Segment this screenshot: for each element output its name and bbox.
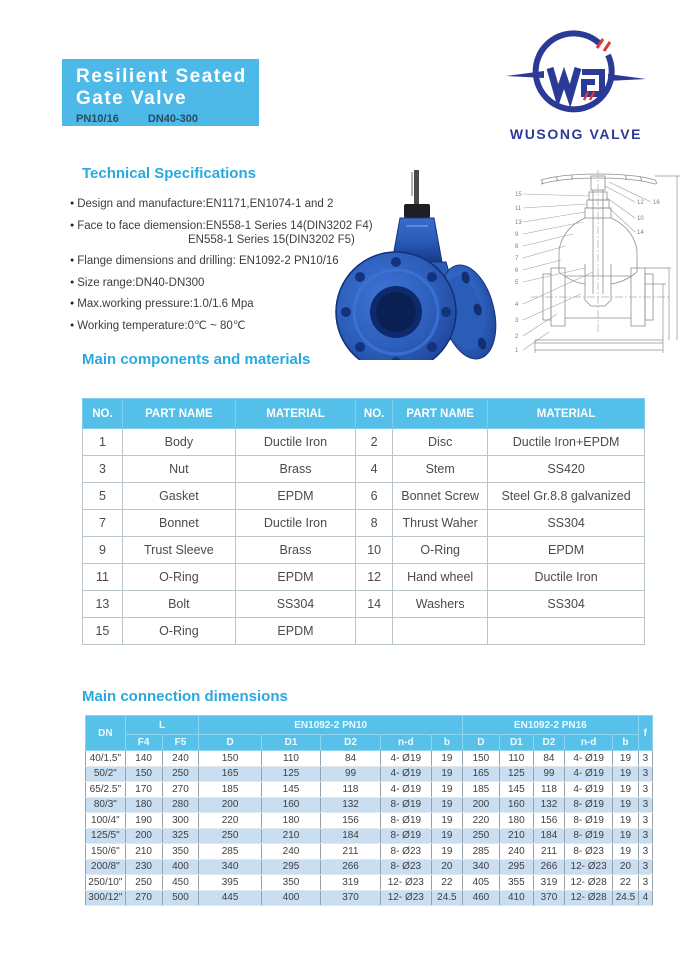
table-cell: 9: [83, 537, 123, 564]
table-cell: 5: [83, 483, 123, 510]
table-cell: 20: [613, 859, 639, 875]
table-cell: 285: [199, 844, 261, 860]
table-cell: 8- Ø23: [380, 859, 431, 875]
table-cell: 8- Ø23: [380, 844, 431, 860]
spec-text: Size range:DN40-DN300: [77, 276, 205, 289]
table-cell: 185: [462, 782, 499, 798]
table-cell: 19: [613, 782, 639, 798]
table-cell: 132: [533, 797, 564, 813]
drawing-callout: 12: [637, 200, 644, 206]
drawing-callout: 7: [515, 256, 519, 262]
table-cell: 8: [356, 510, 393, 537]
table-cell: 118: [533, 782, 564, 798]
table-cell: 319: [533, 875, 564, 891]
table-cell: 250/10": [86, 875, 126, 891]
table-cell: 10: [356, 537, 393, 564]
table-cell: 190: [125, 813, 162, 829]
column-header: F4: [125, 735, 162, 751]
table-cell: Nut: [122, 456, 235, 483]
table-cell: [356, 618, 393, 645]
table-cell: 285: [462, 844, 499, 860]
drawing-callout: 15: [515, 192, 522, 198]
table-cell: 84: [321, 751, 381, 767]
column-header: D: [199, 735, 261, 751]
table-cell: 180: [125, 797, 162, 813]
table-cell: 200: [199, 797, 261, 813]
table-cell: 145: [261, 782, 321, 798]
pressure-rating: PN10/16: [76, 113, 119, 125]
table-cell: Ductile Iron+EPDM: [488, 429, 645, 456]
table-cell: SS304: [235, 591, 355, 618]
column-header: b: [431, 735, 462, 751]
table-cell: 19: [613, 751, 639, 767]
table-cell: Stem: [393, 456, 488, 483]
table-cell: Hand wheel: [393, 564, 488, 591]
table-cell: 210: [125, 844, 162, 860]
table-cell: O-Ring: [122, 618, 235, 645]
table-cell: 140: [125, 751, 162, 767]
table-cell: 19: [613, 766, 639, 782]
table-cell: 3: [638, 766, 652, 782]
table-row: [83, 618, 645, 645]
table-row: [86, 828, 653, 844]
product-title-block: [62, 59, 259, 126]
table-cell: 24.5: [431, 890, 462, 906]
column-header: F5: [162, 735, 199, 751]
column-header: D: [462, 735, 499, 751]
table-cell: 211: [321, 844, 381, 860]
table-cell: 266: [533, 859, 564, 875]
table-cell: 160: [499, 797, 533, 813]
table-row: [86, 766, 653, 782]
dimensions-header-row2: [86, 735, 653, 751]
table-cell: 350: [162, 844, 199, 860]
table-cell: 3: [638, 859, 652, 875]
dimensions-heading: Main connection dimensions: [82, 688, 288, 705]
table-cell: 340: [199, 859, 261, 875]
table-row: [86, 859, 653, 875]
table-cell: [488, 618, 645, 645]
table-cell: 118: [321, 782, 381, 798]
table-cell: 19: [431, 751, 462, 767]
table-cell: 270: [125, 890, 162, 906]
drawing-callout: 2: [515, 334, 519, 340]
table-cell: Steel Gr.8.8 galvanized: [488, 483, 645, 510]
product-subtitle: [76, 113, 259, 125]
table-cell: 156: [533, 813, 564, 829]
table-cell: 12- Ø28: [565, 890, 613, 906]
table-row: [83, 537, 645, 564]
table-cell: 3: [638, 782, 652, 798]
table-cell: EPDM: [235, 483, 355, 510]
table-cell: Washers: [393, 591, 488, 618]
table-cell: 12- Ø23: [380, 875, 431, 891]
table-row: [86, 751, 653, 767]
table-cell: 211: [533, 844, 564, 860]
table-cell: Thrust Waher: [393, 510, 488, 537]
table-cell: 19: [431, 797, 462, 813]
table-cell: 110: [499, 751, 533, 767]
table-cell: 220: [199, 813, 261, 829]
table-cell: 410: [499, 890, 533, 906]
column-header: f: [638, 716, 652, 751]
table-cell: 500: [162, 890, 199, 906]
table-cell: 12- Ø28: [565, 875, 613, 891]
table-cell: 340: [462, 859, 499, 875]
column-header: NO.: [356, 399, 393, 429]
table-cell: 210: [499, 828, 533, 844]
table-cell: 19: [613, 828, 639, 844]
table-cell: 3: [638, 875, 652, 891]
table-cell: EPDM: [235, 564, 355, 591]
table-cell: 319: [321, 875, 381, 891]
table-row: [86, 782, 653, 798]
table-cell: 20: [431, 859, 462, 875]
table-cell: Bonnet: [122, 510, 235, 537]
table-cell: 170: [125, 782, 162, 798]
column-header: D2: [321, 735, 381, 751]
table-cell: 125: [261, 766, 321, 782]
dimensions-table: [85, 715, 653, 906]
drawing-callout: 13: [515, 220, 522, 226]
valve-stem: [414, 170, 419, 208]
table-row: [83, 483, 645, 510]
table-cell: 355: [499, 875, 533, 891]
company-logo: [500, 30, 652, 142]
table-cell: 184: [321, 828, 381, 844]
table-cell: 4- Ø19: [380, 766, 431, 782]
table-cell: 300/12": [86, 890, 126, 906]
table-cell: 15: [83, 618, 123, 645]
table-cell: 7: [83, 510, 123, 537]
table-cell: 19: [431, 844, 462, 860]
drawing-callout: 6: [515, 268, 519, 274]
table-row: [83, 429, 645, 456]
table-cell: 184: [533, 828, 564, 844]
table-cell: 220: [462, 813, 499, 829]
table-cell: 12: [356, 564, 393, 591]
table-cell: 84: [533, 751, 564, 767]
table-cell: 13: [83, 591, 123, 618]
table-cell: 3: [638, 751, 652, 767]
column-header: D1: [261, 735, 321, 751]
table-cell: 8- Ø19: [380, 797, 431, 813]
table-cell: 8- Ø19: [380, 813, 431, 829]
table-cell: 19: [431, 766, 462, 782]
table-cell: 19: [431, 813, 462, 829]
column-header: NO.: [83, 399, 123, 429]
spec-text: Working temperature:0℃ ~ 80℃: [77, 319, 246, 332]
table-cell: 450: [162, 875, 199, 891]
table-cell: 4- Ø19: [380, 782, 431, 798]
table-cell: 19: [613, 813, 639, 829]
table-cell: 4- Ø19: [380, 751, 431, 767]
table-row: [83, 456, 645, 483]
drawing-callout: 9: [515, 232, 519, 238]
size-range: DN40-300: [147, 113, 199, 125]
table-cell: Ductile Iron: [235, 429, 355, 456]
table-cell: 300: [162, 813, 199, 829]
table-cell: 6: [356, 483, 393, 510]
table-cell: 4- Ø19: [565, 766, 613, 782]
table-cell: 270: [162, 782, 199, 798]
column-group-header: L: [125, 716, 199, 735]
drawing-callout: 10: [637, 216, 644, 222]
table-cell: SS304: [488, 591, 645, 618]
table-cell: O-Ring: [393, 537, 488, 564]
column-header: MATERIAL: [488, 399, 645, 429]
table-cell: 8- Ø19: [380, 828, 431, 844]
drawing-callout: 11: [515, 206, 522, 212]
table-cell: 250: [462, 828, 499, 844]
table-cell: 132: [321, 797, 381, 813]
components-table: [82, 398, 645, 645]
table-row: [86, 844, 653, 860]
drawing-callout: 5: [515, 280, 519, 286]
table-cell: 3: [638, 828, 652, 844]
valve-photo: [326, 166, 508, 360]
table-cell: 405: [462, 875, 499, 891]
table-cell: O-Ring: [122, 564, 235, 591]
drawing-callout: 8: [515, 244, 519, 250]
table-cell: 19: [613, 797, 639, 813]
table-cell: 8- Ø19: [565, 828, 613, 844]
table-row: [83, 564, 645, 591]
table-cell: 3: [638, 797, 652, 813]
column-group-header: EN1092-2 PN16: [462, 716, 638, 735]
components-heading: Main components and materials: [82, 351, 311, 368]
drawing-callout: 14: [637, 230, 644, 236]
table-cell: 4: [638, 890, 652, 906]
column-header: D2: [533, 735, 564, 751]
spec-text: Max.working pressure:1.0/1.6 Mpa: [77, 298, 254, 310]
table-cell: 230: [125, 859, 162, 875]
table-cell: 19: [613, 844, 639, 860]
table-cell: SS304: [488, 510, 645, 537]
table-cell: 200: [125, 828, 162, 844]
valve-sectional-drawing: [501, 164, 695, 360]
table-cell: 4- Ø19: [565, 751, 613, 767]
table-cell: Disc: [393, 429, 488, 456]
table-cell: 295: [499, 859, 533, 875]
column-group-header: EN1092-2 PN10: [199, 716, 463, 735]
table-cell: 210: [261, 828, 321, 844]
table-cell: 200: [462, 797, 499, 813]
table-row: [86, 875, 653, 891]
table-cell: SS420: [488, 456, 645, 483]
drawing-callout: 16: [653, 200, 660, 206]
table-row: [83, 591, 645, 618]
table-cell: 150: [125, 766, 162, 782]
column-header: D1: [499, 735, 533, 751]
table-cell: 3: [638, 844, 652, 860]
drawing-callout: 4: [515, 302, 519, 308]
table-cell: 165: [462, 766, 499, 782]
table-cell: 400: [162, 859, 199, 875]
table-cell: 8- Ø23: [565, 844, 613, 860]
spec-text: Design and manufacture:EN1171,EN1074-1 and 2: [77, 198, 334, 210]
table-cell: 125: [499, 766, 533, 782]
components-header-row: [83, 399, 645, 429]
drawing-callout: 1: [515, 348, 519, 354]
table-cell: 156: [321, 813, 381, 829]
table-cell: 240: [499, 844, 533, 860]
drawing-callout: 3: [515, 318, 519, 324]
table-cell: 150: [199, 751, 261, 767]
spec-text: Face to face diemension:EN558-1 Series 14(DIN3202 F4): [77, 219, 373, 232]
table-cell: 80/3": [86, 797, 126, 813]
table-cell: Ductile Iron: [235, 510, 355, 537]
column-header: b: [613, 735, 639, 751]
table-cell: 350: [261, 875, 321, 891]
product-title-line2: Gate Valve: [76, 88, 188, 109]
table-cell: 145: [499, 782, 533, 798]
spec-text-continued: EN558-1 Series 15(DIN3202 F5): [188, 233, 355, 246]
table-cell: 12- Ø23: [565, 859, 613, 875]
column-header: n-d: [380, 735, 431, 751]
table-row: [83, 510, 645, 537]
column-header: DN: [86, 716, 126, 751]
table-cell: 445: [199, 890, 261, 906]
table-cell: Brass: [235, 456, 355, 483]
table-cell: 8- Ø19: [565, 797, 613, 813]
table-cell: 185: [199, 782, 261, 798]
column-header: MATERIAL: [235, 399, 355, 429]
table-cell: EPDM: [235, 618, 355, 645]
table-cell: 240: [162, 751, 199, 767]
table-cell: Trust Sleeve: [122, 537, 235, 564]
table-cell: 24.5: [613, 890, 639, 906]
table-cell: 99: [533, 766, 564, 782]
table-cell: 150: [462, 751, 499, 767]
table-row: [86, 797, 653, 813]
table-cell: 1: [83, 429, 123, 456]
table-cell: 22: [613, 875, 639, 891]
table-cell: 395: [199, 875, 261, 891]
table-cell: Gasket: [122, 483, 235, 510]
table-cell: 266: [321, 859, 381, 875]
table-cell: 200/8": [86, 859, 126, 875]
table-cell: 250: [125, 875, 162, 891]
table-cell: 99: [321, 766, 381, 782]
table-cell: 11: [83, 564, 123, 591]
table-cell: 295: [261, 859, 321, 875]
table-cell: 40/1.5": [86, 751, 126, 767]
table-cell: Bolt: [122, 591, 235, 618]
table-cell: 3: [83, 456, 123, 483]
table-cell: 14: [356, 591, 393, 618]
table-cell: Ductile Iron: [488, 564, 645, 591]
table-cell: 22: [431, 875, 462, 891]
table-cell: 100/4": [86, 813, 126, 829]
table-cell: 4- Ø19: [565, 782, 613, 798]
table-row: [86, 813, 653, 829]
table-cell: 250: [162, 766, 199, 782]
table-cell: 370: [321, 890, 381, 906]
table-cell: 250: [199, 828, 261, 844]
table-cell: 19: [431, 782, 462, 798]
table-cell: Body: [122, 429, 235, 456]
table-cell: Brass: [235, 537, 355, 564]
table-cell: 150/6": [86, 844, 126, 860]
table-cell: [393, 618, 488, 645]
table-cell: 12- Ø23: [380, 890, 431, 906]
table-cell: 280: [162, 797, 199, 813]
table-cell: 160: [261, 797, 321, 813]
table-cell: 460: [462, 890, 499, 906]
wusong-logo-icon: [500, 30, 652, 120]
table-cell: 19: [431, 828, 462, 844]
column-header: n-d: [565, 735, 613, 751]
table-cell: 325: [162, 828, 199, 844]
table-cell: 2: [356, 429, 393, 456]
table-cell: 240: [261, 844, 321, 860]
column-header: PART NAME: [393, 399, 488, 429]
table-cell: 4: [356, 456, 393, 483]
table-cell: 165: [199, 766, 261, 782]
table-cell: 3: [638, 813, 652, 829]
table-cell: 400: [261, 890, 321, 906]
column-header: PART NAME: [122, 399, 235, 429]
table-cell: EPDM: [488, 537, 645, 564]
table-cell: 8- Ø19: [565, 813, 613, 829]
table-cell: 180: [261, 813, 321, 829]
company-name: WUSONG VALVE: [509, 126, 643, 142]
dimensions-header-row1: [86, 716, 653, 735]
table-cell: 125/5": [86, 828, 126, 844]
table-cell: 65/2.5": [86, 782, 126, 798]
table-cell: 110: [261, 751, 321, 767]
table-row: [86, 890, 653, 906]
table-cell: 50/2": [86, 766, 126, 782]
table-cell: 180: [499, 813, 533, 829]
product-title-line1: Resilient Seated: [76, 66, 247, 87]
spec-text: Flange dimensions and drilling: EN1092-2 PN10/16: [77, 255, 339, 267]
table-cell: 370: [533, 890, 564, 906]
specs-heading: Technical Specifications: [82, 165, 256, 182]
table-cell: Bonnet Screw: [393, 483, 488, 510]
